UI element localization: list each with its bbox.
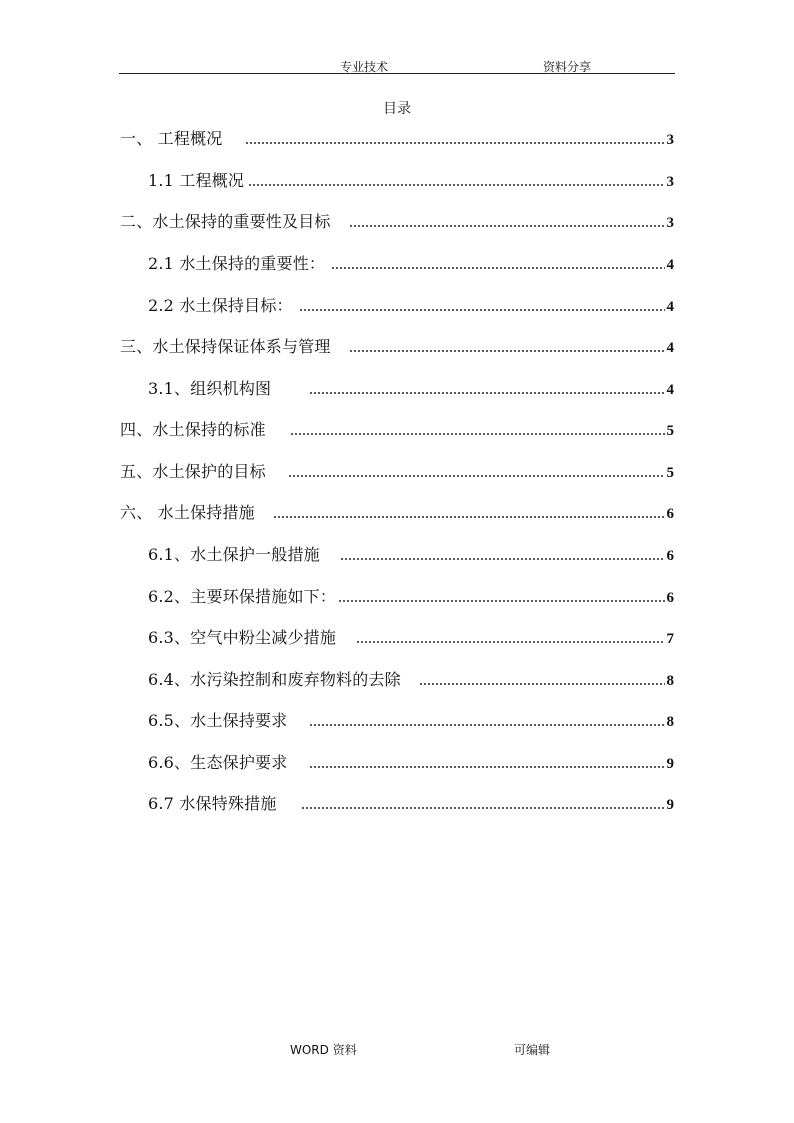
toc-entry[interactable]	[148, 626, 674, 650]
toc-entry-label: 3.1、组织机构图	[148, 379, 272, 398]
dot-leader	[245, 131, 665, 145]
toc-entry-label: 6.3、空气中粉尘减少措施	[148, 628, 337, 647]
toc-entry-page: 4	[666, 299, 674, 315]
toc-entry-page: 6	[666, 506, 674, 522]
toc-entry[interactable]	[148, 585, 674, 609]
toc-entry[interactable]	[148, 792, 674, 816]
toc-entry[interactable]	[120, 127, 674, 151]
dot-leader	[356, 630, 664, 644]
toc-entry-page: 9	[666, 797, 674, 813]
toc-entry[interactable]	[148, 294, 674, 318]
toc-entry-label: 一、 工程概况	[120, 129, 223, 148]
header-right-text: 资料分享	[543, 60, 592, 74]
toc-entry-label: 6.4、水污染控制和废弃物料的去除	[148, 670, 401, 689]
toc-entry-page: 8	[666, 714, 674, 730]
dot-leader	[301, 796, 665, 810]
dot-leader	[273, 505, 665, 519]
toc-entry-page: 4	[666, 340, 674, 356]
toc-entry[interactable]	[148, 543, 674, 567]
footer-left-text: WORD 资料	[290, 1043, 357, 1057]
header-left-text: 专业技术	[340, 60, 389, 74]
toc-entry[interactable]	[120, 501, 674, 525]
toc-entry[interactable]	[120, 335, 674, 359]
toc-entry[interactable]	[148, 751, 674, 775]
toc-entry-label: 二、水土保持的重要性及目标	[120, 212, 331, 231]
dot-leader	[288, 464, 665, 478]
toc-entry-page: 6	[666, 590, 674, 606]
toc-entry-page: 6	[666, 548, 674, 564]
toc-entry[interactable]	[120, 210, 674, 234]
footer-right-text: 可编辑	[514, 1043, 551, 1057]
toc-entry-label: 6.5、水土保持要求	[148, 711, 288, 730]
toc-entry-label: 6.7 水保特殊措施	[148, 794, 277, 813]
dot-leader	[248, 173, 664, 187]
dot-leader	[309, 713, 664, 727]
toc-entry-label: 2.2 水土保持目标：	[148, 296, 293, 315]
toc-entry[interactable]	[120, 460, 674, 484]
toc-entry-page: 5	[666, 465, 674, 481]
toc-entry[interactable]	[148, 668, 674, 692]
toc-entry-page: 8	[666, 673, 674, 689]
dot-leader	[331, 256, 664, 270]
dot-leader	[290, 422, 665, 436]
toc-entry-label: 6.2、主要环保措施如下：	[148, 587, 337, 606]
toc-entry-page: 7	[666, 631, 674, 647]
dot-leader	[349, 339, 665, 353]
toc-entry[interactable]	[148, 709, 674, 733]
toc-entry-label: 6.1、水土保护一般措施	[148, 545, 320, 564]
toc-entry-label: 四、水土保持的标准	[120, 420, 266, 439]
toc-entry-page: 4	[666, 257, 674, 273]
toc-entry-label: 三、水土保持保证体系与管理	[120, 337, 331, 356]
dot-leader	[309, 381, 664, 395]
toc-entry-page: 3	[666, 132, 674, 148]
toc-entry-page: 3	[666, 174, 674, 190]
toc-entry-page: 4	[666, 382, 674, 398]
dot-leader	[340, 547, 665, 561]
dot-leader	[309, 755, 664, 769]
dot-leader	[419, 672, 665, 686]
toc-entry[interactable]	[148, 377, 674, 401]
toc-entry-label: 1.1 工程概况	[148, 171, 245, 190]
dot-leader	[349, 214, 665, 228]
toc-title: 目录	[383, 101, 411, 117]
toc-entry[interactable]	[148, 169, 674, 193]
toc-entry-page: 5	[666, 423, 674, 439]
dot-leader	[338, 589, 664, 603]
toc-entry-page: 3	[666, 215, 674, 231]
toc-entry-label: 2.1 水土保持的重要性：	[148, 254, 326, 273]
toc-entry[interactable]	[120, 418, 674, 442]
toc-entry[interactable]	[148, 252, 674, 276]
dot-leader	[299, 298, 665, 312]
toc-entry-label: 六、 水土保持措施	[120, 503, 255, 522]
toc-entry-label: 6.6、生态保护要求	[148, 753, 288, 772]
toc-entry-label: 五、水土保护的目标	[120, 462, 266, 481]
toc-entry-page: 9	[666, 756, 674, 772]
